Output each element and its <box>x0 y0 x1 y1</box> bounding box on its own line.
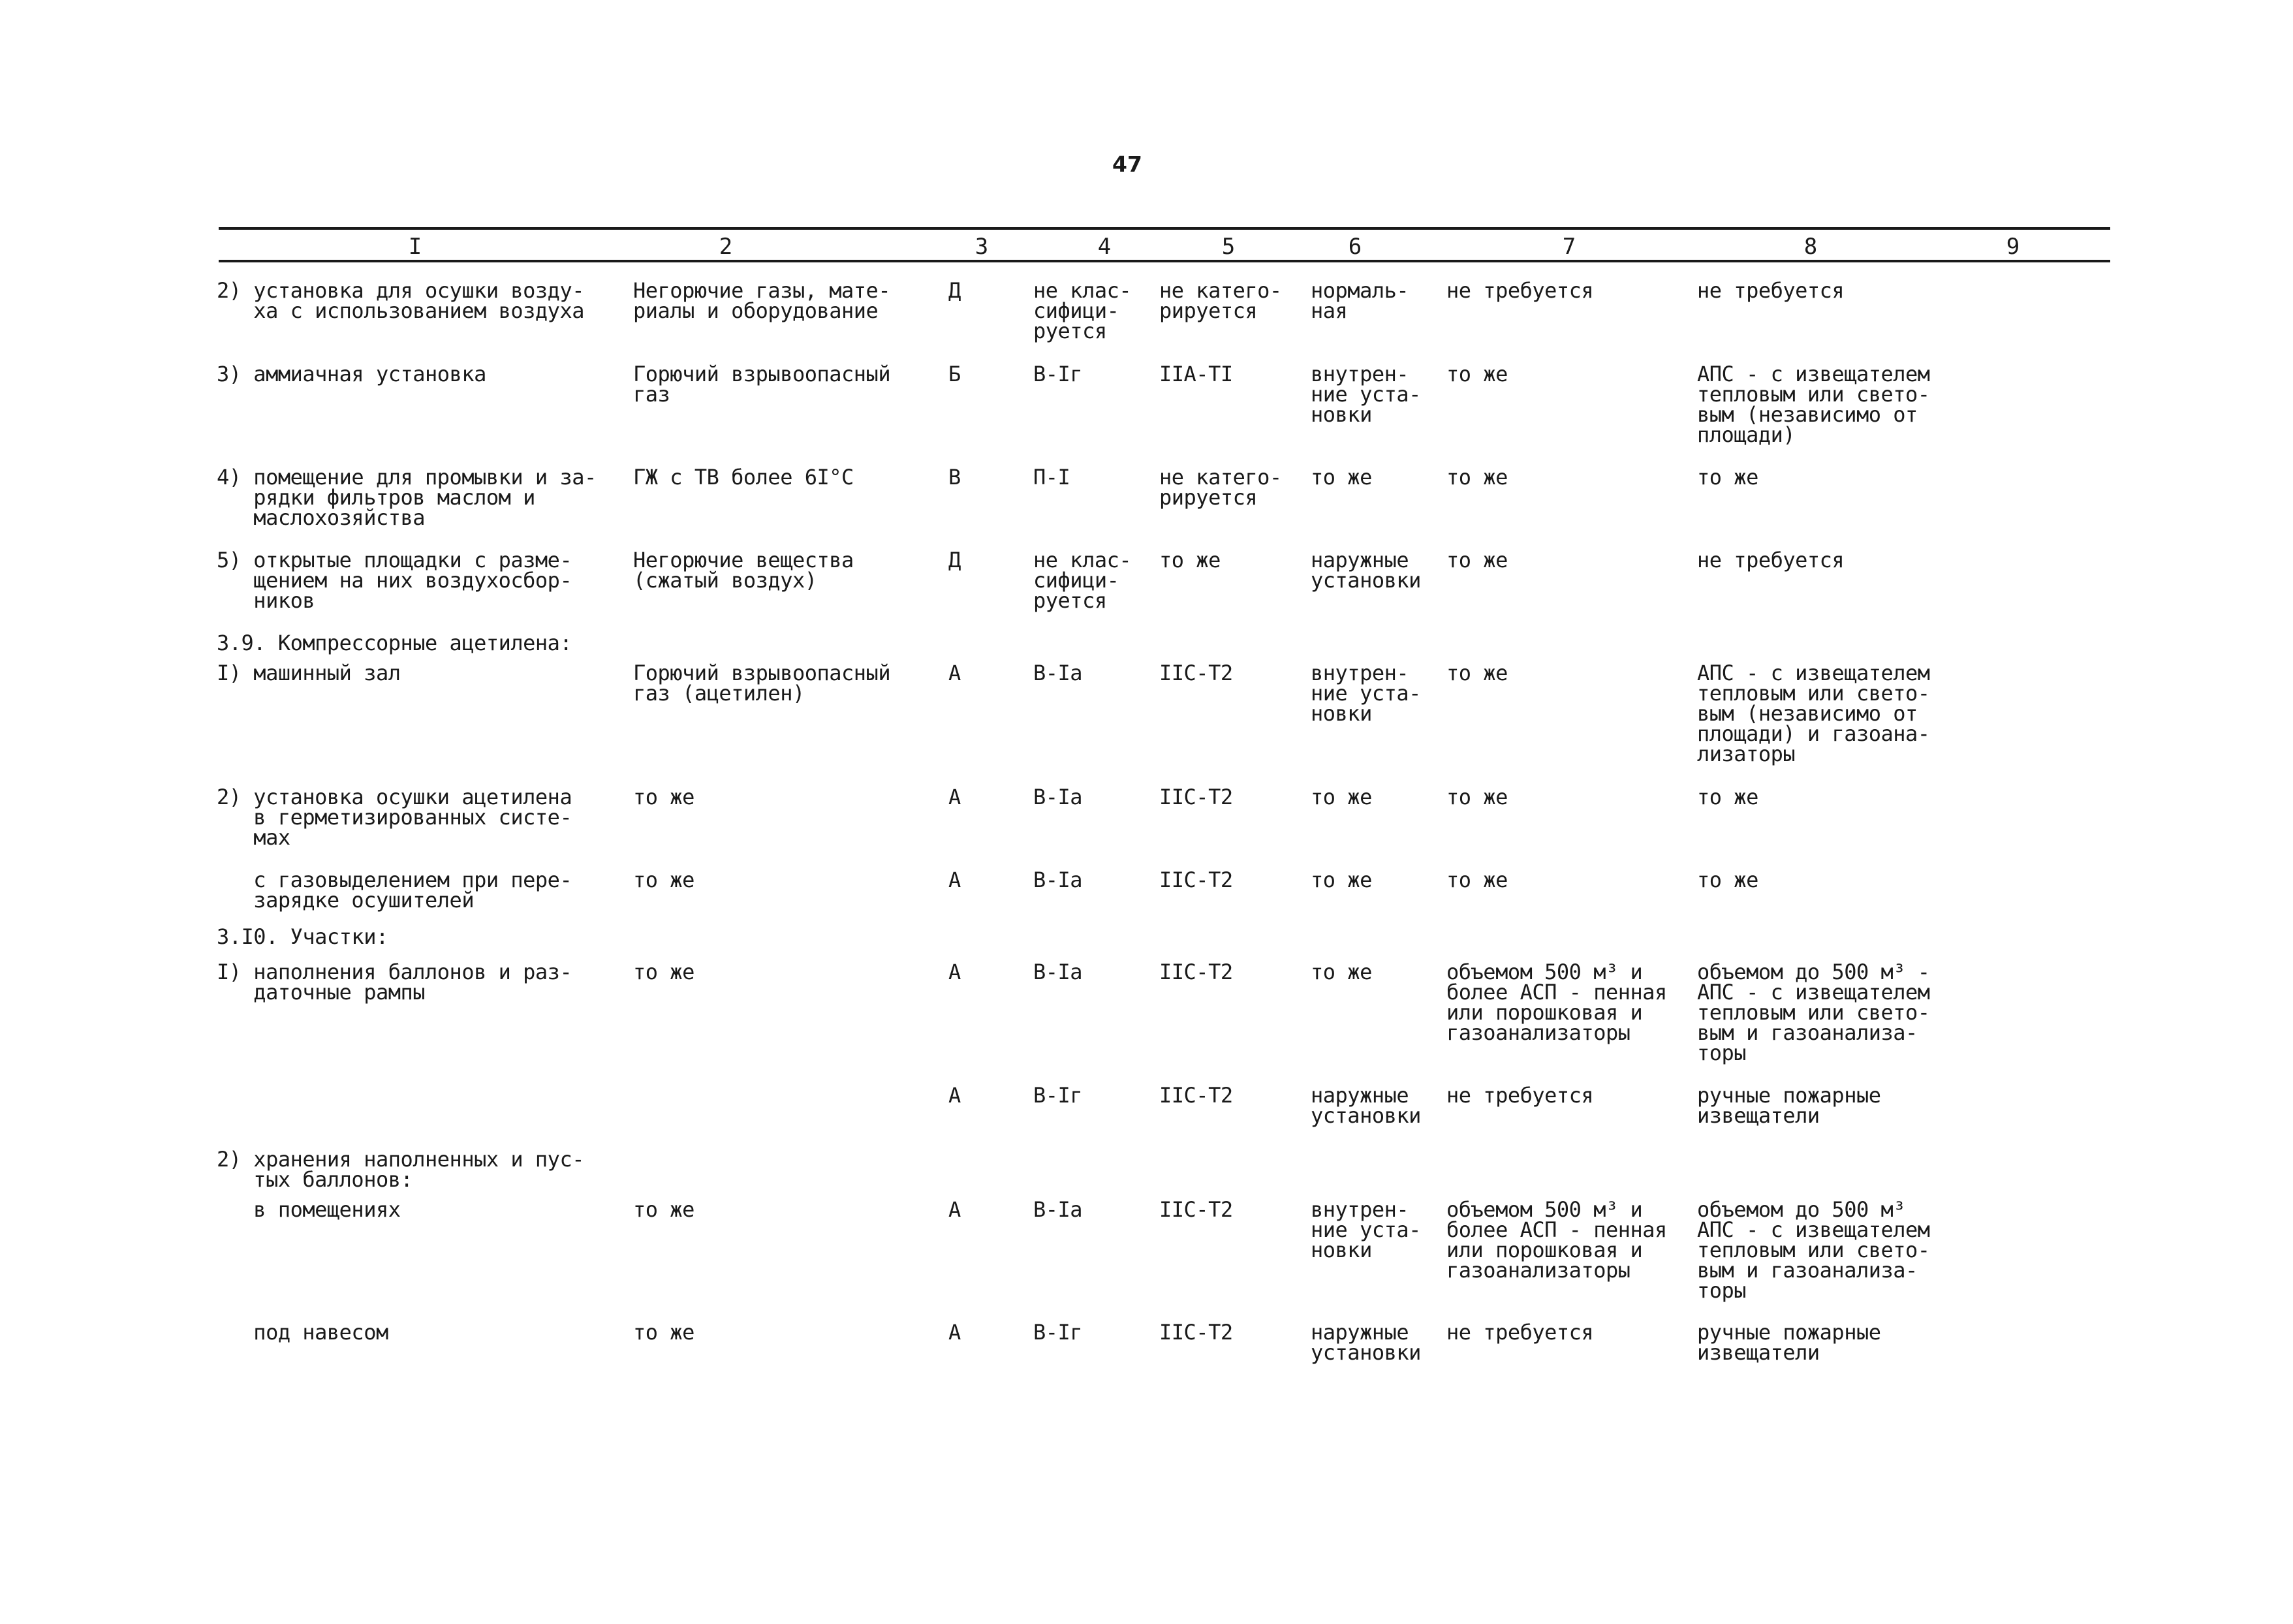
table-top-rule <box>219 227 2110 230</box>
cell-explosion-category: IIC-T2 <box>1159 661 1233 685</box>
column-number-8: 8 <box>1803 234 1818 260</box>
column-number-2: 2 <box>719 234 733 260</box>
cell-environment: то же <box>1311 465 1372 490</box>
cell-object: 4) помещение для промывки и за- рядки фильтров маслом и маслохозяйства <box>217 465 597 530</box>
cell-alarm: то же <box>1697 465 1758 490</box>
cell-alarm: то же <box>1697 867 1758 892</box>
cell-extinguishing: то же <box>1446 548 1508 572</box>
cell-category: А <box>948 785 961 809</box>
cell-explosion-category: то же <box>1159 548 1221 572</box>
cell-zone-class: не клас- сифици- руется <box>1033 278 1132 343</box>
cell-category: Д <box>948 278 961 303</box>
cell-alarm: не требуется <box>1697 548 1845 572</box>
cell-environment: внутрен- ние уста- новки <box>1311 362 1421 427</box>
cell-category: А <box>948 960 961 984</box>
cell-environment: наружные установки <box>1311 548 1421 593</box>
cell-environment: то же <box>1311 867 1372 892</box>
cell-object: I) наполнения баллонов и раз- даточные рампы <box>217 960 572 1005</box>
cell-substance: то же <box>633 1197 694 1222</box>
cell-extinguishing: то же <box>1446 465 1508 490</box>
column-number-6: 6 <box>1348 234 1362 260</box>
table-header-rule <box>219 260 2110 262</box>
cell-category: Д <box>948 548 961 572</box>
cell-environment: наружные установки <box>1311 1083 1421 1128</box>
cell-category: А <box>948 1320 961 1345</box>
cell-alarm: АПС - с извещателем тепловым или свето- вым (независимо от площади) <box>1697 362 1930 447</box>
cell-object: под навесом <box>217 1320 388 1345</box>
cell-zone-class: П-I <box>1033 465 1070 490</box>
cell-substance: Негорючие вещества (сжатый воздух) <box>633 548 854 593</box>
cell-object: 5) открытые площадки с разме- щением на них воздухосбор- ников <box>217 548 572 613</box>
cell-object: 2) хранения наполненных и пус- тых баллонов: <box>217 1147 584 1192</box>
cell-extinguishing: то же <box>1446 867 1508 892</box>
cell-substance: ГЖ с ТВ более 6I°С <box>633 465 854 490</box>
cell-substance: Горючий взрывоопасный газ (ацетилен) <box>633 661 891 706</box>
cell-object: с газовыделением при пере- зарядке осушителей <box>253 867 572 913</box>
cell-environment: то же <box>1311 960 1372 984</box>
column-number-5: 5 <box>1221 234 1236 260</box>
cell-explosion-category: IIC-T2 <box>1159 1197 1233 1222</box>
cell-extinguishing: то же <box>1446 661 1508 685</box>
cell-zone-class: В-Iг <box>1033 362 1083 386</box>
cell-zone-class: В-Iа <box>1033 1197 1083 1222</box>
cell-zone-class: В-Iа <box>1033 661 1083 685</box>
cell-category: В <box>948 465 961 490</box>
cell-zone-class: В-Iа <box>1033 867 1083 892</box>
cell-substance: Негорючие газы, мате- риалы и оборудование <box>633 278 891 323</box>
cell-environment: внутрен- ние уста- новки <box>1311 661 1421 726</box>
cell-explosion-category: IIC-T2 <box>1159 785 1233 809</box>
cell-zone-class: В-Iа <box>1033 960 1083 984</box>
cell-environment: наружные установки <box>1311 1320 1421 1365</box>
cell-object: 2) установка осушки ацетилена в герметизированных систе- мах <box>217 785 572 850</box>
cell-category: А <box>948 661 961 685</box>
cell-extinguishing: объемом 500 м³ и более АСП - пенная или порошковая и газоанализаторы <box>1446 1197 1667 1283</box>
cell-alarm: ручные пожарные извещатели <box>1697 1320 1881 1365</box>
cell-alarm: АПС - с извещателем тепловым или свето- вым (независимо от площади) и газоана- лизаторы <box>1697 661 1930 766</box>
cell-extinguishing: не требуется <box>1446 278 1594 303</box>
cell-environment: то же <box>1311 785 1372 809</box>
section-heading: 3.I0. Участки: <box>217 924 388 949</box>
page-number: 47 <box>1112 151 1142 177</box>
cell-substance: то же <box>633 960 694 984</box>
column-number-7: 7 <box>1562 234 1576 260</box>
cell-object: 2) установка для осушки возду- ха с использованием воздуха <box>217 278 584 323</box>
cell-explosion-category: не катего- рируется <box>1159 465 1282 510</box>
column-number-4: 4 <box>1097 234 1112 260</box>
cell-environment: внутрен- ние уста- новки <box>1311 1197 1421 1262</box>
cell-extinguishing: не требуется <box>1446 1083 1594 1108</box>
cell-explosion-category: IIC-T2 <box>1159 960 1233 984</box>
cell-substance: то же <box>633 785 694 809</box>
cell-substance: то же <box>633 1320 694 1345</box>
cell-alarm: ручные пожарные извещатели <box>1697 1083 1881 1128</box>
cell-substance: Горючий взрывоопасный газ <box>633 362 891 407</box>
cell-category: А <box>948 1197 961 1222</box>
section-heading: 3.9. Компрессорные ацетилена: <box>217 631 572 655</box>
cell-object: I) машинный зал <box>217 661 401 685</box>
cell-explosion-category: IIA-TI <box>1159 362 1233 386</box>
cell-category: А <box>948 867 961 892</box>
column-number-9: 9 <box>2006 234 2020 260</box>
cell-category: Б <box>948 362 961 386</box>
cell-zone-class: не клас- сифици- руется <box>1033 548 1132 613</box>
cell-zone-class: В-Iа <box>1033 785 1083 809</box>
cell-explosion-category: не катего- рируется <box>1159 278 1282 323</box>
cell-object: 3) аммиачная установка <box>217 362 486 386</box>
cell-alarm: объемом до 500 м³ - АПС - с извещателем тепловым или свето- вым и газоанализа- торы <box>1697 960 1930 1065</box>
cell-extinguishing: не требуется <box>1446 1320 1594 1345</box>
cell-extinguishing: объемом 500 м³ и более АСП - пенная или порошковая и газоанализаторы <box>1446 960 1667 1045</box>
cell-alarm: то же <box>1697 785 1758 809</box>
cell-environment: нормаль- ная <box>1311 278 1409 323</box>
cell-alarm: объемом до 500 м³ АПС - с извещателем тепловым или свето- вым и газоанализа- торы <box>1697 1197 1930 1303</box>
cell-extinguishing: то же <box>1446 785 1508 809</box>
cell-explosion-category: IIC-T2 <box>1159 867 1233 892</box>
cell-substance: то же <box>633 867 694 892</box>
cell-extinguishing: то же <box>1446 362 1508 386</box>
cell-zone-class: В-Iг <box>1033 1320 1083 1345</box>
cell-explosion-category: IIC-T2 <box>1159 1320 1233 1345</box>
cell-alarm: не требуется <box>1697 278 1845 303</box>
column-number-3: 3 <box>975 234 989 260</box>
cell-zone-class: В-Iг <box>1033 1083 1083 1108</box>
cell-object: в помещениях <box>217 1197 401 1222</box>
cell-explosion-category: IIC-T2 <box>1159 1083 1233 1108</box>
column-number-1: I <box>408 234 422 260</box>
cell-category: А <box>948 1083 961 1108</box>
